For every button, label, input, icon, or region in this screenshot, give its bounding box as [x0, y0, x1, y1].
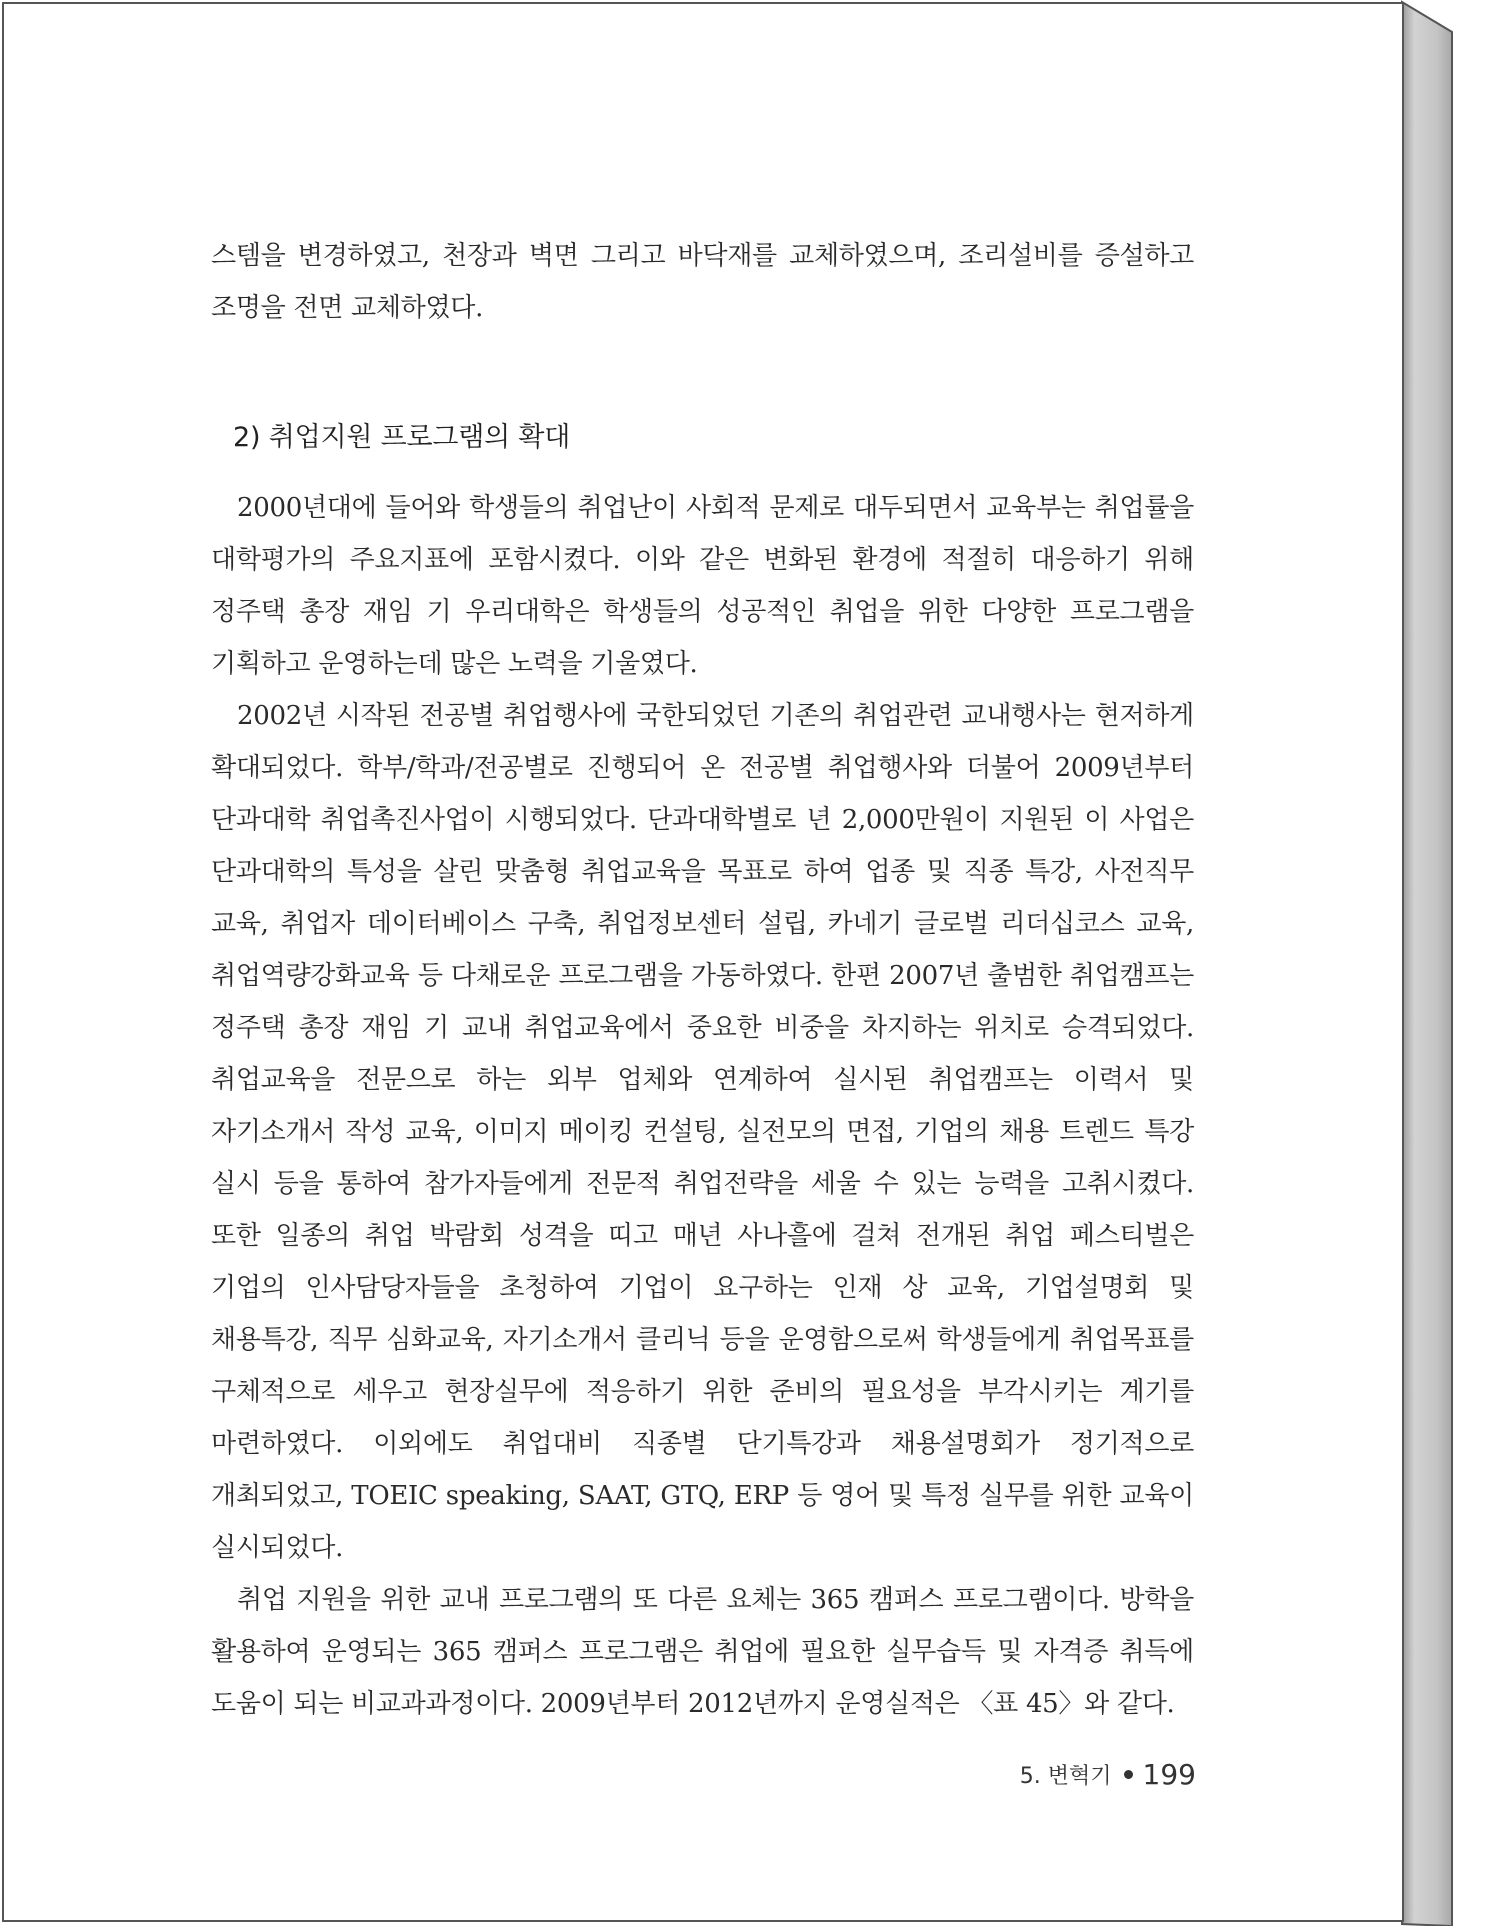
intro-paragraph: 스템을 변경하였고, 천장과 벽면 그리고 바닥재를 교체하였으며, 조리설비를 증설하고 조명을 전면 교체하였다.: [211, 241, 1194, 323]
page-footer: [1000, 1758, 1196, 1791]
body-paragraph-1: 2000년대에 들어와 학생들의 취업난이 사회적 문제로 대두되면서 교육부는 취업률을 대학평가의 주요지표에 포함시켰다. 이와 같은 변화된 환경에 적절히 대응하기 위해 정주택 총장 재임 기 우리대학은 학생들의 성공적인 취업을 위한 다양한 프로그램을 기획하고 운영하는데 많은 노력을 기울였다.: [211, 493, 1194, 679]
body-paragraph-3: 취업 지원을 위한 교내 프로그램의 또 다른 요체는 365 캠퍼스 프로그램이다. 방학을 활용하여 운영되는 365 캠퍼스 프로그램은 취업에 필요한 실무습득 및 자격증 취득에 도움이 되는 비교과과정이다. 2009년부터 2012년까지 운영실적은 〈표 45〉와 같다.: [211, 1585, 1194, 1719]
body-paragraph-2: 2002년 시작된 전공별 취업행사에 국한되었던 기존의 취업관련 교내행사는 현저하게 확대되었다. 학부/학과/전공별로 진행되어 온 전공별 취업행사와 더불어 2009년부터 단과대학 취업촉진사업이 시행되었다. 단과대학별로 년 2,000만원이 지원된 이 사업은 단과대학의 특성을 살린 맞춤형 취업교육을 목표로 하여 업종 및 직종 특강, 사전직무 교육, 취업자 데이터베이스 구축, 취업정보센터 설립, 카네기 글로벌 리더십코스 교육, 취업역량강화교육 등 다채로운 프로그램을 가동하였다. 한편 2007년 출범한 취업캠프는 정주택 총장 재임 기 교내 취업교육에서 중요한 비중을 차지하는 위치로 승격되었다. 취업교육을 전문으로 하는 외부 업체와 연계하여 실시된 취업캠프는 이력서 및 자기소개서 작성 교육, 이미지 메이킹 컨설팅, 실전모의 면접, 기업의 채용 트렌드 특강 실시 등을 통하여 참가자들에게 전문적 취업전략을 세울 수 있는 능력을 고취시켰다. 또한 일종의 취업 박람회 성격을 띠고 매년 사나흘에 걸쳐 전개된 취업 페스티벌은 기업의 인사담당자들을 초청하여 기업이 요구하는 인재 상 교육, 기업설명회 및 채용특강, 직무 심화교육, 자기소개서 클리닉 등을 운영함으로써 학생들에게 취업목표를 구체적으로 세우고 현장실무에 적응하기 위한 준비의 필요성을 부각시키는 계기를 마련하였다. 이외에도 취업대비 직종별 단기특강과 채용설명회가 정기적으로 개최되었고, TOEIC speaking, SAAT, GTQ, ERP 등 영어 및 특정 실무를 위한 교육이 실시되었다.: [211, 701, 1194, 1563]
footer-chapter-label: 5. 변혁기: [1019, 1764, 1112, 1789]
section-heading: 2) 취업지원 프로그램의 확대: [233, 422, 571, 453]
page-number: 199: [1142, 1758, 1196, 1791]
footer-bullet-icon: [1124, 1770, 1133, 1779]
page-body: [211, 230, 1194, 1730]
